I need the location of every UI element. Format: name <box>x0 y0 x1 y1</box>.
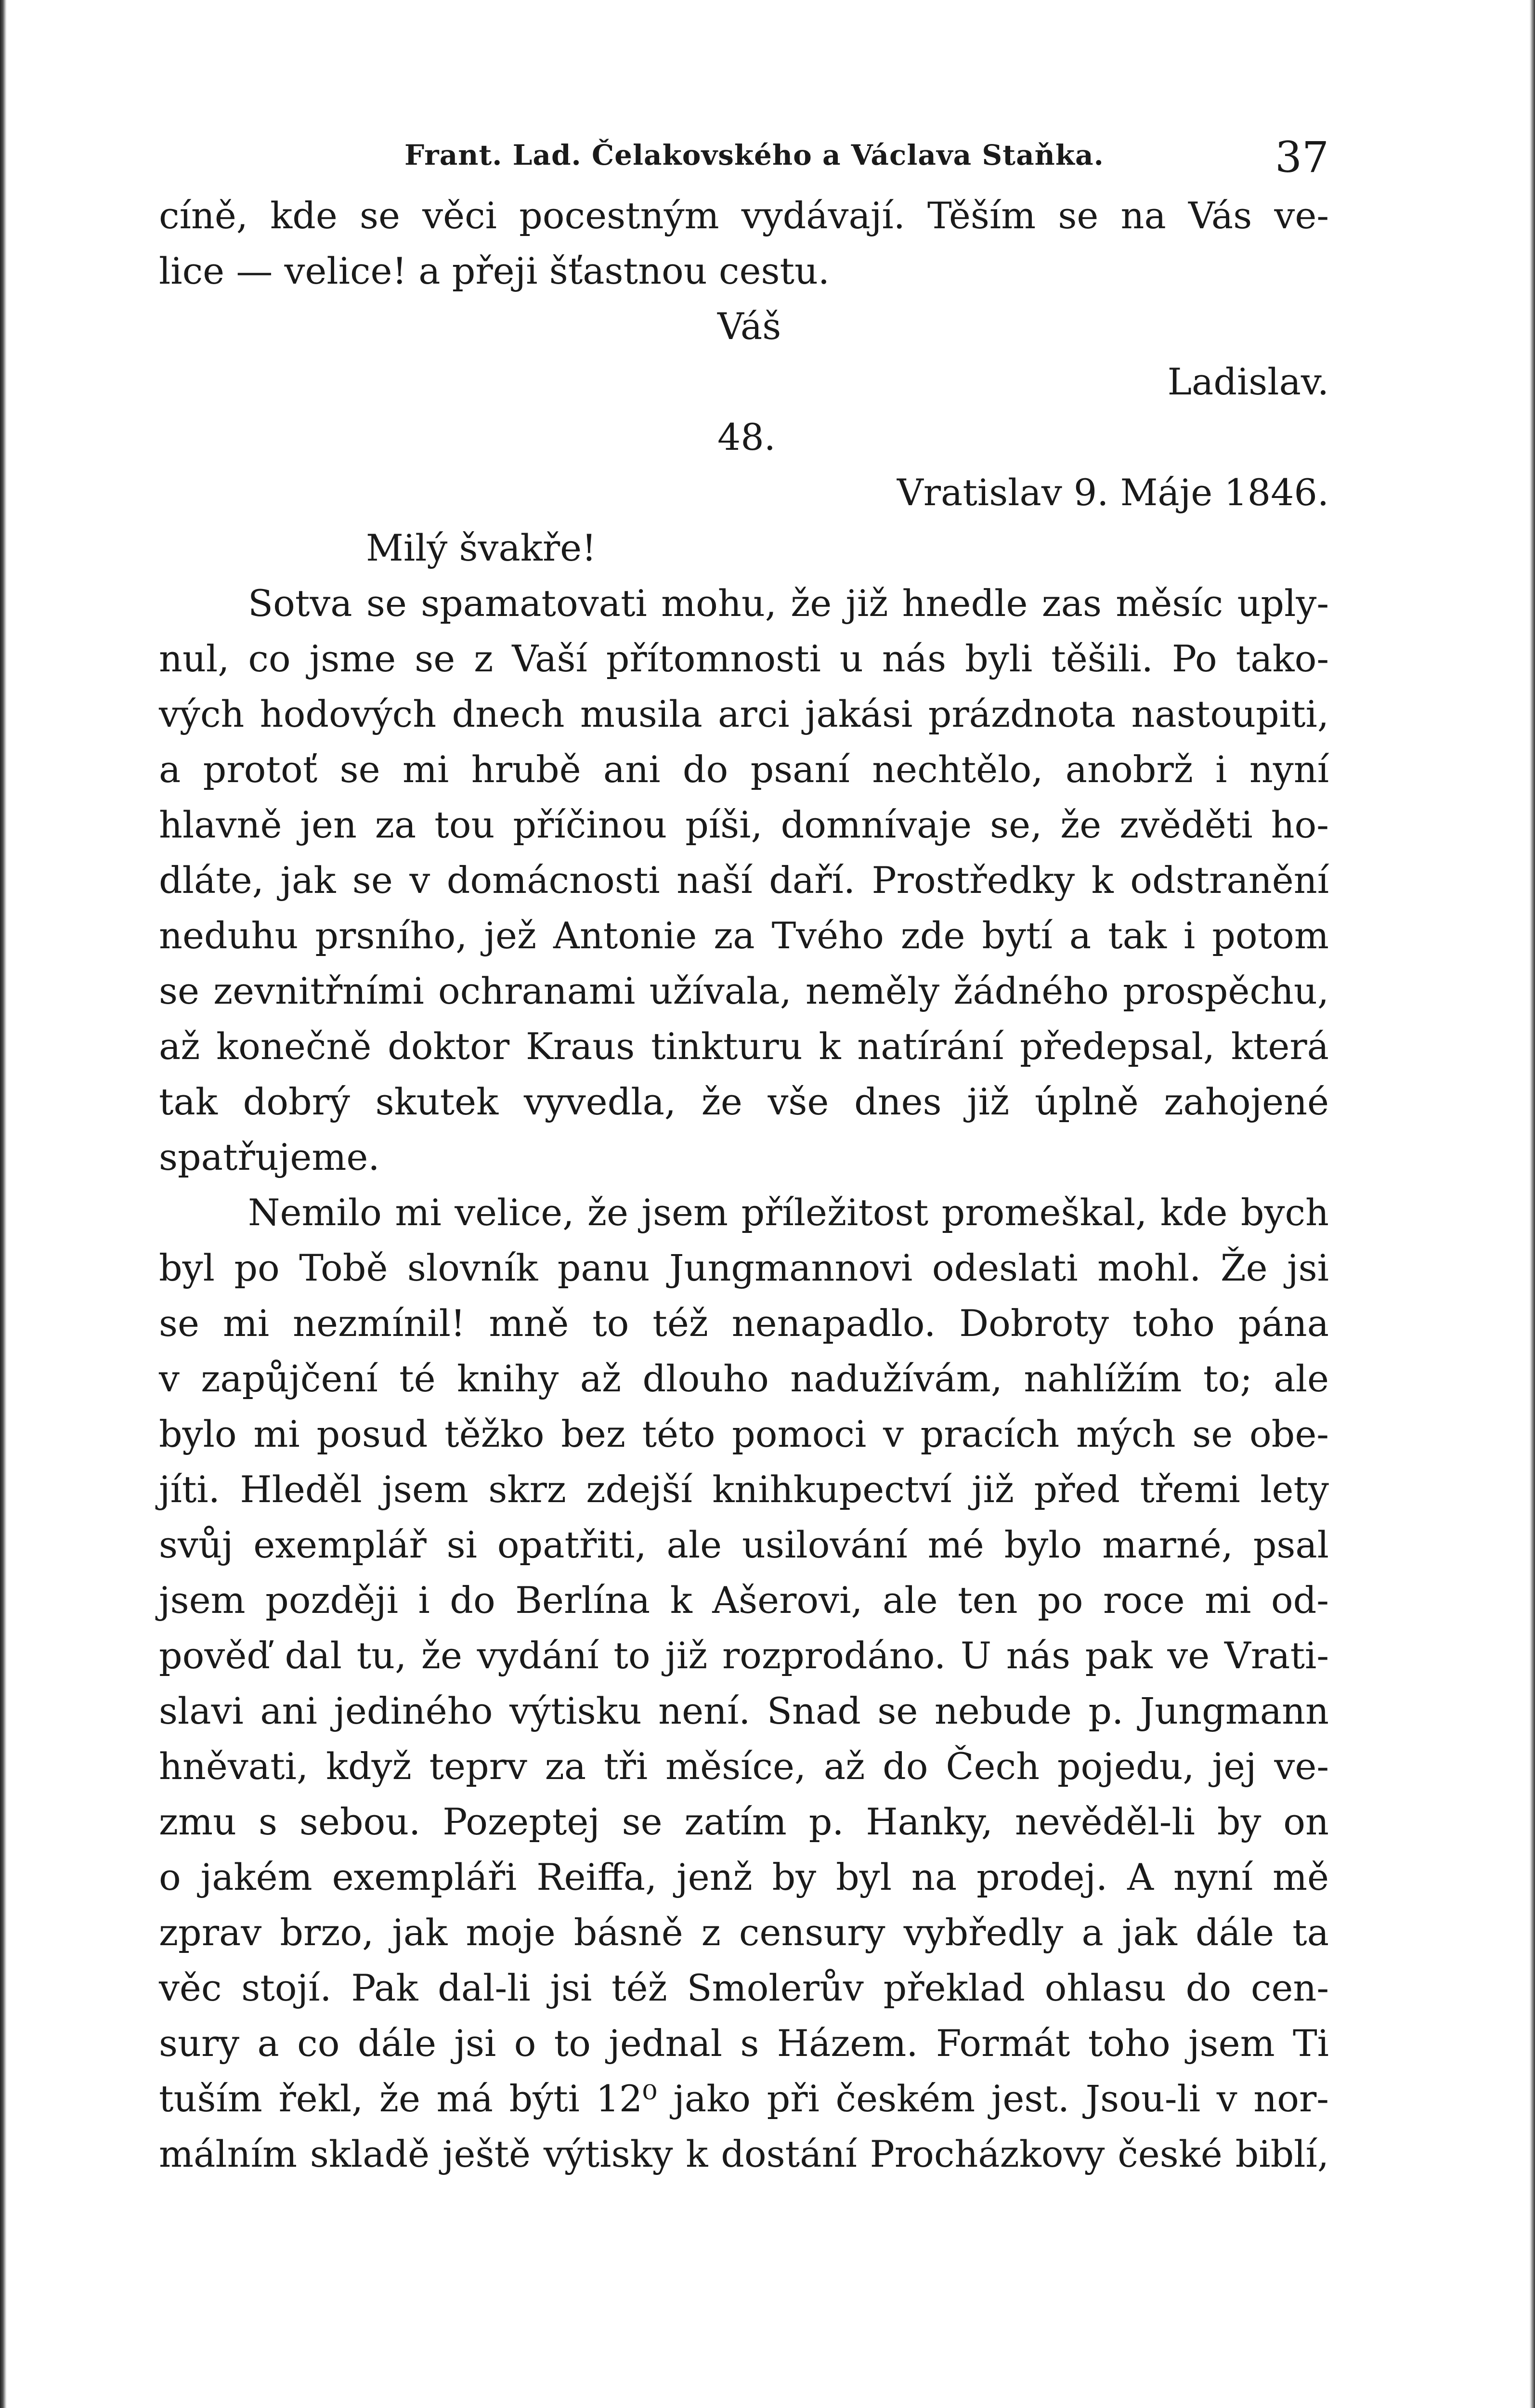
text-line: tuším řekl, že má býti 12⁰ jako při českém jest. Jsou-li v nor- <box>159 2077 1329 2120</box>
book-page <box>159 130 1329 2182</box>
text-line: sury a co dále jsi o to jednal s Házem. Formát toho jsem Ti <box>159 2022 1329 2065</box>
text-line: Sotva se spamatovati mohu, že již hnedle zas měsíc uply- <box>248 582 1329 625</box>
text-line: dláte, jak se v domácnosti naší daří. Prostředky k odstranění <box>159 859 1329 902</box>
running-header <box>159 130 1329 188</box>
signature: Ladislav. <box>1167 360 1329 403</box>
text-line: hlavně jen za tou příčinou píši, domnívaje se, že zvěděti ho- <box>159 803 1329 846</box>
text-line: pověď dal tu, že vydání to již rozprodáno. U nás pak ve Vrati- <box>159 1634 1329 1677</box>
paragraph-2 <box>159 1185 1329 2182</box>
text-line: lice — velice! a přeji šťastnou cestu. <box>159 249 830 292</box>
text-line: byl po Tobě slovník panu Jungmannovi odeslati mohl. Že jsi <box>159 1246 1329 1289</box>
text-line: se mi nezmínil! mně to též nenapadlo. Dobroty toho pána <box>159 1302 1329 1345</box>
letter-48 <box>159 409 1329 2182</box>
salutation: Milý švakře! <box>366 526 597 569</box>
place-date: Vratislav 9. Máje 1846. <box>897 471 1329 514</box>
text-line: Nemilo mi velice, že jsem příležitost promeškal, kde bych <box>248 1191 1329 1234</box>
text-line: svůj exemplář si opatřiti, ale usilování mé bylo marné, psal <box>159 1523 1329 1566</box>
text-line: cíně, kde se věci pocestným vydávají. Těším se na Vás ve- <box>159 194 1329 237</box>
text-line: jíti. Hleděl jsem skrz zdejší knihkupectví již před třemi lety <box>159 1468 1329 1511</box>
text-line: až konečně doktor Kraus tinkturu k natírání předepsal, která <box>159 1025 1329 1068</box>
text-line: věc stojí. Pak dal-li jsi též Smolerův překlad ohlasu do cen- <box>159 1966 1329 2009</box>
paragraph-1 <box>159 576 1329 1185</box>
running-title: Frant. Lad. Čelakovského a Václava Staňka. <box>404 139 1104 171</box>
page-number: 37 <box>1275 132 1329 182</box>
text-line: hněvati, když teprv za tři měsíce, až do Čech pojedu, jej ve- <box>159 1745 1329 1788</box>
letter-number: 48. <box>717 416 776 458</box>
text-line: zmu s sebou. Pozeptej se zatím p. Hanky, nevěděl-li by on <box>159 1800 1329 1843</box>
text-line: se zevnitřními ochranami užívala, neměly žádného prospěchu, <box>159 969 1329 1012</box>
scan-edge-right <box>1529 0 1535 2408</box>
text-line: nul, co jsme se z Vaší přítomnosti u nás byli těšili. Po tako- <box>159 637 1329 680</box>
text-line: vých hodových dnech musila arci jakási prázdnota nastoupiti, <box>159 693 1329 735</box>
scan-edge-left <box>0 0 7 2408</box>
text-line: o jakém exempláři Reiffa, jenž by byl na prodej. A nyní mě <box>159 1856 1329 1898</box>
text-line: slavi ani jediného výtisku není. Snad se nebude p. Jungmann <box>159 1689 1329 1732</box>
text-line: jsem později i do Berlína k Ašerovi, ale ten po roce mi od- <box>159 1579 1329 1622</box>
closing-formula: Váš <box>717 305 781 348</box>
text-line: spatřujeme. <box>159 1136 380 1178</box>
text-line: v zapůjčení té knihy až dlouho nadužívám, nahlížím to; ale <box>159 1357 1329 1400</box>
previous-letter-ending <box>159 188 1329 409</box>
text-line: zprav brzo, jak moje básně z censury vybředly a jak dále ta <box>159 1911 1329 1954</box>
text-line: neduhu prsního, jež Antonie za Tvého zde bytí a tak i potom <box>159 914 1329 957</box>
text-line: málním skladě ještě výtisky k dostání Procházkovy české biblí, <box>159 2133 1329 2175</box>
text-line: bylo mi posud těžko bez této pomoci v pracích mých se obe- <box>159 1413 1329 1455</box>
text-line: tak dobrý skutek vyvedla, že vše dnes již úplně zahojené <box>159 1080 1329 1123</box>
text-line: a protoť se mi hrubě ani do psaní nechtělo, anobrž i nyní <box>159 748 1329 791</box>
